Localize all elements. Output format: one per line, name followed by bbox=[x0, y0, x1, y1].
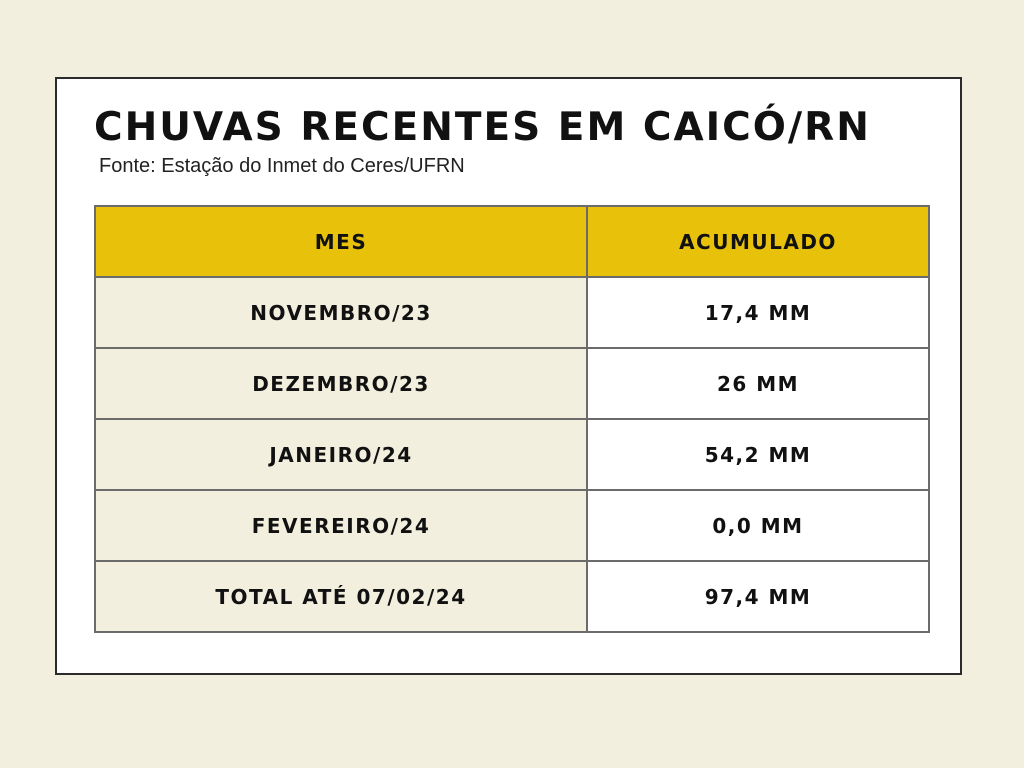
column-header-accumulated: ACUMULADO bbox=[587, 206, 929, 277]
rainfall-table bbox=[94, 205, 930, 633]
table-row-total bbox=[95, 561, 929, 632]
accumulated-cell: 54,2 MM bbox=[587, 419, 929, 490]
table-row bbox=[95, 277, 929, 348]
accumulated-cell: 17,4 MM bbox=[587, 277, 929, 348]
accumulated-cell: 26 MM bbox=[587, 348, 929, 419]
rainfall-card bbox=[55, 77, 962, 675]
total-label-cell: TOTAL ATÉ 07/02/24 bbox=[95, 561, 587, 632]
total-value-cell: 97,4 MM bbox=[587, 561, 929, 632]
page-title: CHUVAS RECENTES EM CAICÓ/RN bbox=[94, 105, 871, 150]
month-cell: JANEIRO/24 bbox=[95, 419, 587, 490]
source-caption: Fonte: Estação do Inmet do Ceres/UFRN bbox=[99, 155, 465, 177]
table-header-row bbox=[95, 206, 929, 277]
month-cell: DEZEMBRO/23 bbox=[95, 348, 587, 419]
table-row bbox=[95, 490, 929, 561]
month-cell: NOVEMBRO/23 bbox=[95, 277, 587, 348]
month-cell: FEVEREIRO/24 bbox=[95, 490, 587, 561]
table-row bbox=[95, 348, 929, 419]
table-row bbox=[95, 419, 929, 490]
column-header-month: MES bbox=[95, 206, 587, 277]
accumulated-cell: 0,0 MM bbox=[587, 490, 929, 561]
